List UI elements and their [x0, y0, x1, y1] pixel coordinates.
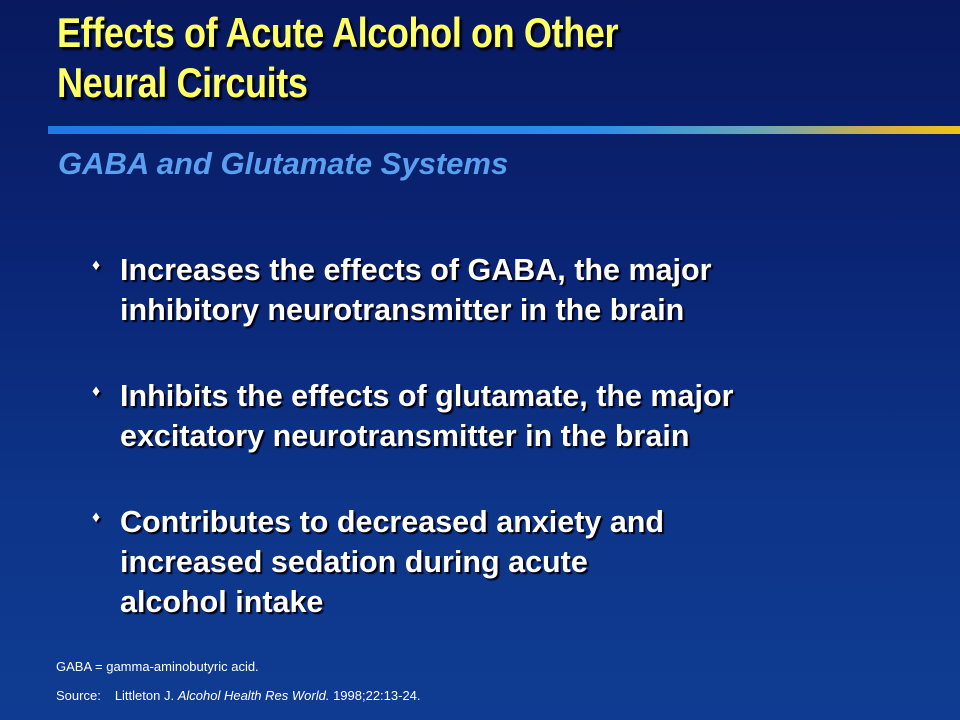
diamond-bullet-icon: ♦ — [92, 383, 101, 400]
source-citation — [56, 688, 421, 704]
bullet-text-line: Increases the effects of GABA, the major — [120, 253, 712, 287]
title-divider — [48, 126, 960, 134]
bullet-text-line: inhibitory neurotransmitter in the brain — [120, 293, 685, 327]
bullet-list — [90, 250, 910, 622]
slide-title — [57, 8, 814, 108]
bullet-text-line: alcohol intake — [120, 585, 324, 619]
source-journal: Alcohol Health Res World. — [177, 688, 330, 703]
diamond-bullet-icon: ♦ — [92, 257, 101, 274]
bullet-item-sedation — [90, 502, 910, 622]
bullet-text-line: increased sedation during acute — [120, 545, 588, 579]
diamond-bullet-icon: ♦ — [92, 509, 101, 526]
slide-subtitle: GABA and Glutamate Systems — [58, 146, 509, 181]
abbreviation-footnote: GABA = gamma-aminobutyric acid. — [56, 659, 259, 674]
bullet-text-line: excitatory neurotransmitter in the brain — [120, 419, 690, 453]
bullet-text-line: Contributes to decreased anxiety and — [120, 505, 665, 539]
source-citation-details: 1998;22:13-24. — [333, 688, 421, 703]
source-authors: Littleton J. — [114, 688, 175, 703]
bullet-item-glutamate — [90, 376, 910, 456]
source-label: Source: — [56, 688, 101, 703]
bullet-text-line: Inhibits the effects of glutamate, the major — [120, 379, 734, 413]
title-line-1: Effects of Acute Alcohol on Other — [57, 9, 619, 56]
bullet-item-gaba — [90, 250, 910, 330]
title-line-2: Neural Circuits — [57, 59, 308, 106]
